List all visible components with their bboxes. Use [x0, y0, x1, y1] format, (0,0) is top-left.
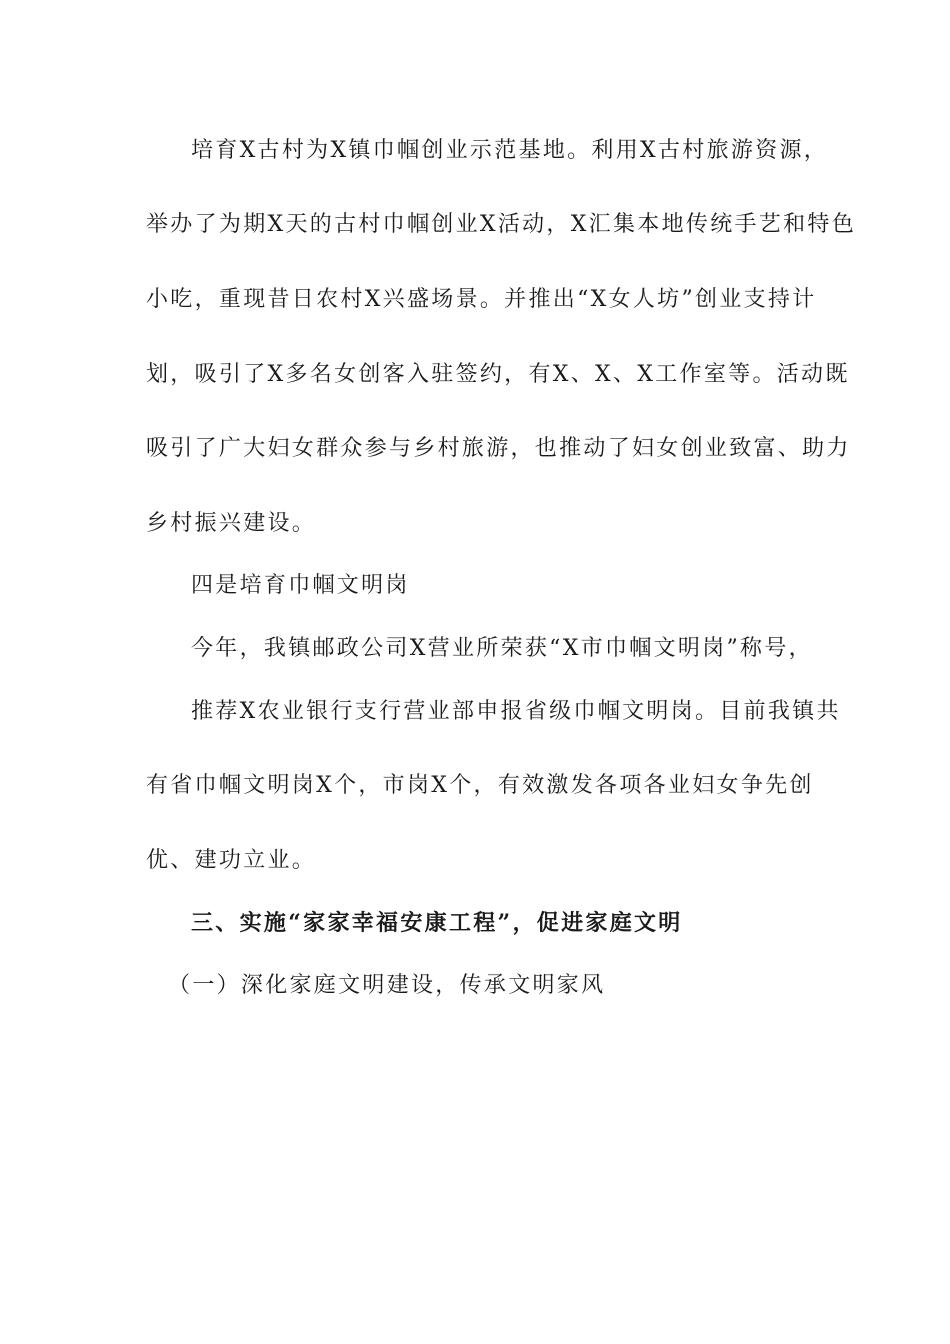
paragraph-line: 推荐X农业银行支行营业部申报省级巾帼文明岗。目前我镇共	[191, 699, 841, 724]
paragraph-line: 吸引了广大妇女群众参与乡村旅游，也推动了妇女创业致富、助力	[146, 436, 851, 461]
section-subheading: 四是培育巾帼文明岗	[191, 573, 410, 598]
paragraph-line: 培育X古村为X镇巾帼创业示范基地。利用X古村旅游资源，	[191, 138, 829, 163]
paragraph-line: 有省巾帼文明岗X个，市岗X个，有效激发各项各业妇女争先创	[146, 773, 814, 798]
section-heading: 三、实施“家家幸福安康工程”，促进家庭文明	[191, 910, 683, 936]
subsection-heading: （一）深化家庭文明建设，传承文明家风	[168, 973, 606, 998]
paragraph-line: 乡村振兴建设。	[146, 511, 317, 536]
paragraph-line: 举办了为期X天的古村巾帼创业X活动，X汇集本地传统手艺和特色	[146, 212, 856, 237]
paragraph-line: 小吃，重现昔日农村X兴盛场景。并推出“X女人坊”创业支持计	[146, 287, 817, 312]
paragraph-line: 今年，我镇邮政公司X营业所荣获“X市巾帼文明岗”称号，	[191, 636, 813, 661]
paragraph-line: 划，吸引了X多名女创客入驻签约，有X、X、X工作室等。活动既	[146, 362, 850, 387]
paragraph-line: 优、建功立业。	[146, 848, 317, 873]
